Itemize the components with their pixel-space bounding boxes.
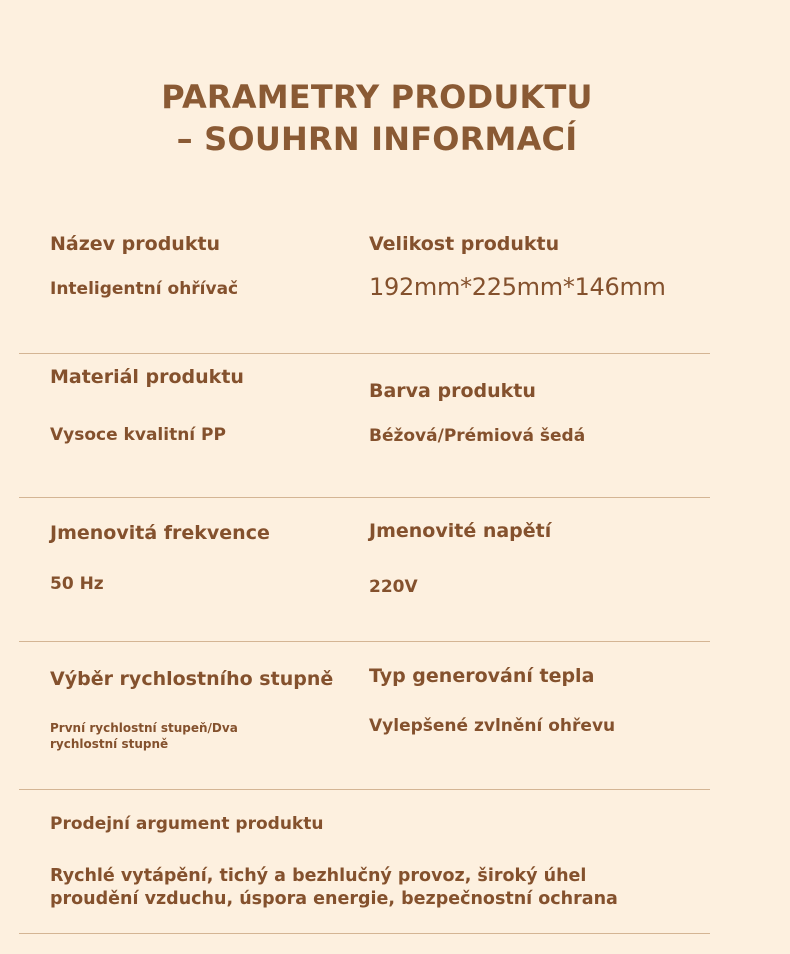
spec-label-speed-selection: Výběr rychlostního stupně: [50, 668, 334, 690]
page-title: [0, 76, 754, 160]
spec-value-color: Béžová/Prémiová šedá: [369, 426, 586, 446]
spec-value-voltage: 220V: [369, 577, 418, 597]
spec-label-product-name: Název produktu: [50, 233, 221, 255]
divider: [19, 933, 710, 934]
spec-value-speed-selection: První rychlostní stupeň/Dva rychlostní stupně: [50, 721, 238, 751]
page-title-line-1: PARAMETRY PRODUKTU: [161, 78, 593, 116]
divider: [19, 641, 710, 642]
spec-value-product-size: 192mm*225mm*146mm: [369, 273, 666, 301]
divider: [19, 789, 710, 790]
spec-value-material: Vysoce kvalitní PP: [50, 425, 226, 445]
spec-label-voltage: Jmenovité napětí: [369, 520, 552, 542]
divider: [19, 353, 710, 354]
selling-point-text: Rychlé vytápění, tichý a bezhlučný provoz, široký úhel proudění vzduchu, úspora energie, bezpečnostní ochrana: [50, 866, 618, 909]
selling-point-label: Prodejní argument produktu: [50, 814, 324, 834]
divider: [19, 497, 710, 498]
spec-value-product-name: Inteligentní ohřívač: [50, 279, 239, 299]
spec-label-material: Materiál produktu: [50, 366, 244, 388]
page-title-line-2: – SOUHRN INFORMACÍ: [176, 120, 578, 158]
spec-value-frequency: 50 Hz: [50, 574, 104, 594]
spec-value-heat-generation: Vylepšené zvlnění ohřevu: [369, 716, 616, 736]
spec-label-product-size: Velikost produktu: [369, 233, 560, 255]
spec-label-color: Barva produktu: [369, 380, 536, 402]
spec-label-heat-generation: Typ generování tepla: [369, 665, 595, 687]
spec-label-frequency: Jmenovitá frekvence: [50, 522, 270, 544]
